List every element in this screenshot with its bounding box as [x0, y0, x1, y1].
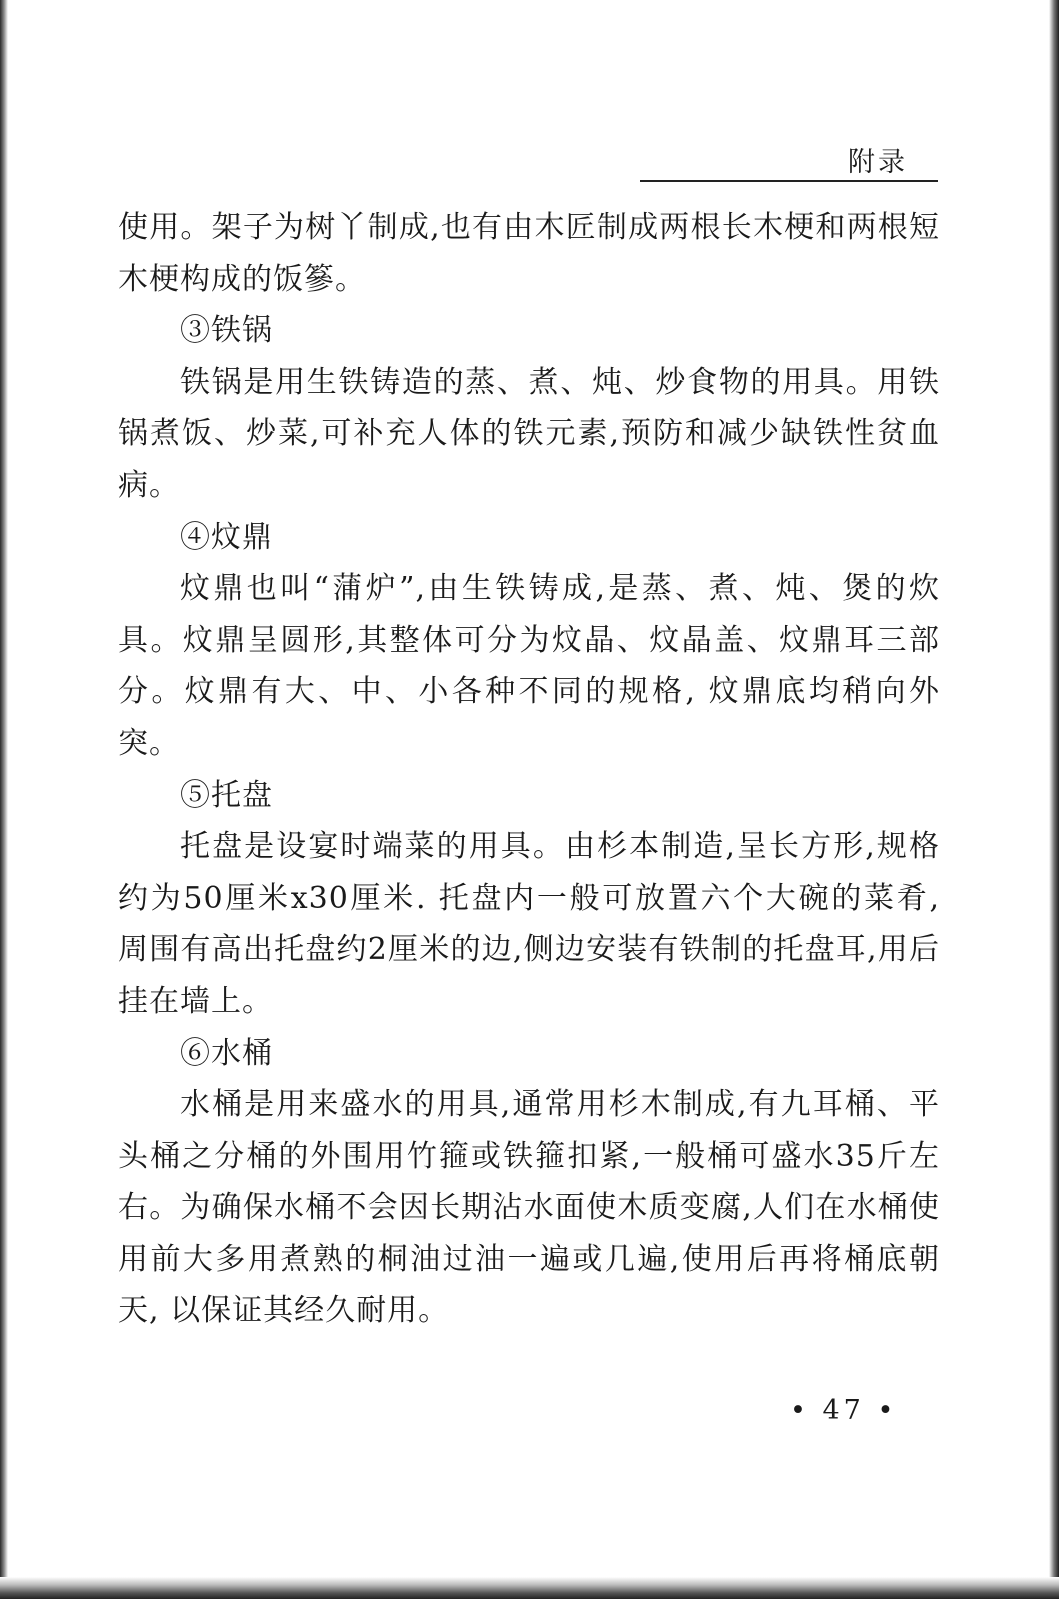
paragraph-wen-ding: 炆鼎也叫“蒲炉”,由生铁铸成,是蒸、煮、炖、煲的炊具。炆鼎呈圆形,其整体可分为炆晶、炆晶盖、炆鼎耳三部分。炆鼎有大、中、小各种不同的规格, 炆鼎底均稍向外突。	[118, 571, 940, 761]
continuation-paragraph: 使用。架子为树丫制成,也有由木匠制成两根长木梗和两根短木梗构成的饭篸。	[118, 210, 940, 297]
section-heading-wen-ding: ④炆鼎	[180, 519, 273, 555]
section-heading-iron-wok: ③铁锅	[180, 313, 273, 349]
page-edge-shadow-bottom	[0, 1577, 1059, 1599]
body-text	[118, 202, 940, 1337]
page-edge-shadow-left	[0, 0, 8, 1599]
page-number: • 47 •	[790, 1395, 898, 1426]
section-heading-tray: ⑤托盘	[180, 777, 273, 813]
section-heading-water-bucket: ⑥水桶	[180, 1035, 273, 1071]
paragraph-water-bucket: 水桶是用来盛水的用具,通常用杉木制成,有九耳桶、平头桶之分桶的外围用竹箍或铁箍扣紧,一般桶可盛水35斤左右。为确保水桶不会因长期沾水面使木质变腐,人们在水桶使用前大多用煮熟的桐油过油一遍或几遍,使用后再将桶底朝天, 以保证其经久耐用。	[118, 1087, 940, 1329]
page-edge-shadow-right	[1049, 0, 1059, 1599]
running-header	[640, 138, 938, 182]
paragraph-iron-wok: 铁锅是用生铁铸造的蒸、煮、炖、炒食物的用具。用铁锅煮饭、炒菜,可补充人体的铁元素,预防和减少缺铁性贫血病。	[118, 364, 940, 503]
header-section-label: 附录	[848, 147, 908, 178]
paragraph-tray: 托盘是设宴时端菜的用具。由杉本制造,呈长方形,规格约为50厘米x30厘米. 托盘内一般可放置六个大碗的菜肴, 周围有高出托盘约2厘米的边,侧边安装有铁制的托盘耳,用后挂在墙上。	[118, 829, 940, 1019]
